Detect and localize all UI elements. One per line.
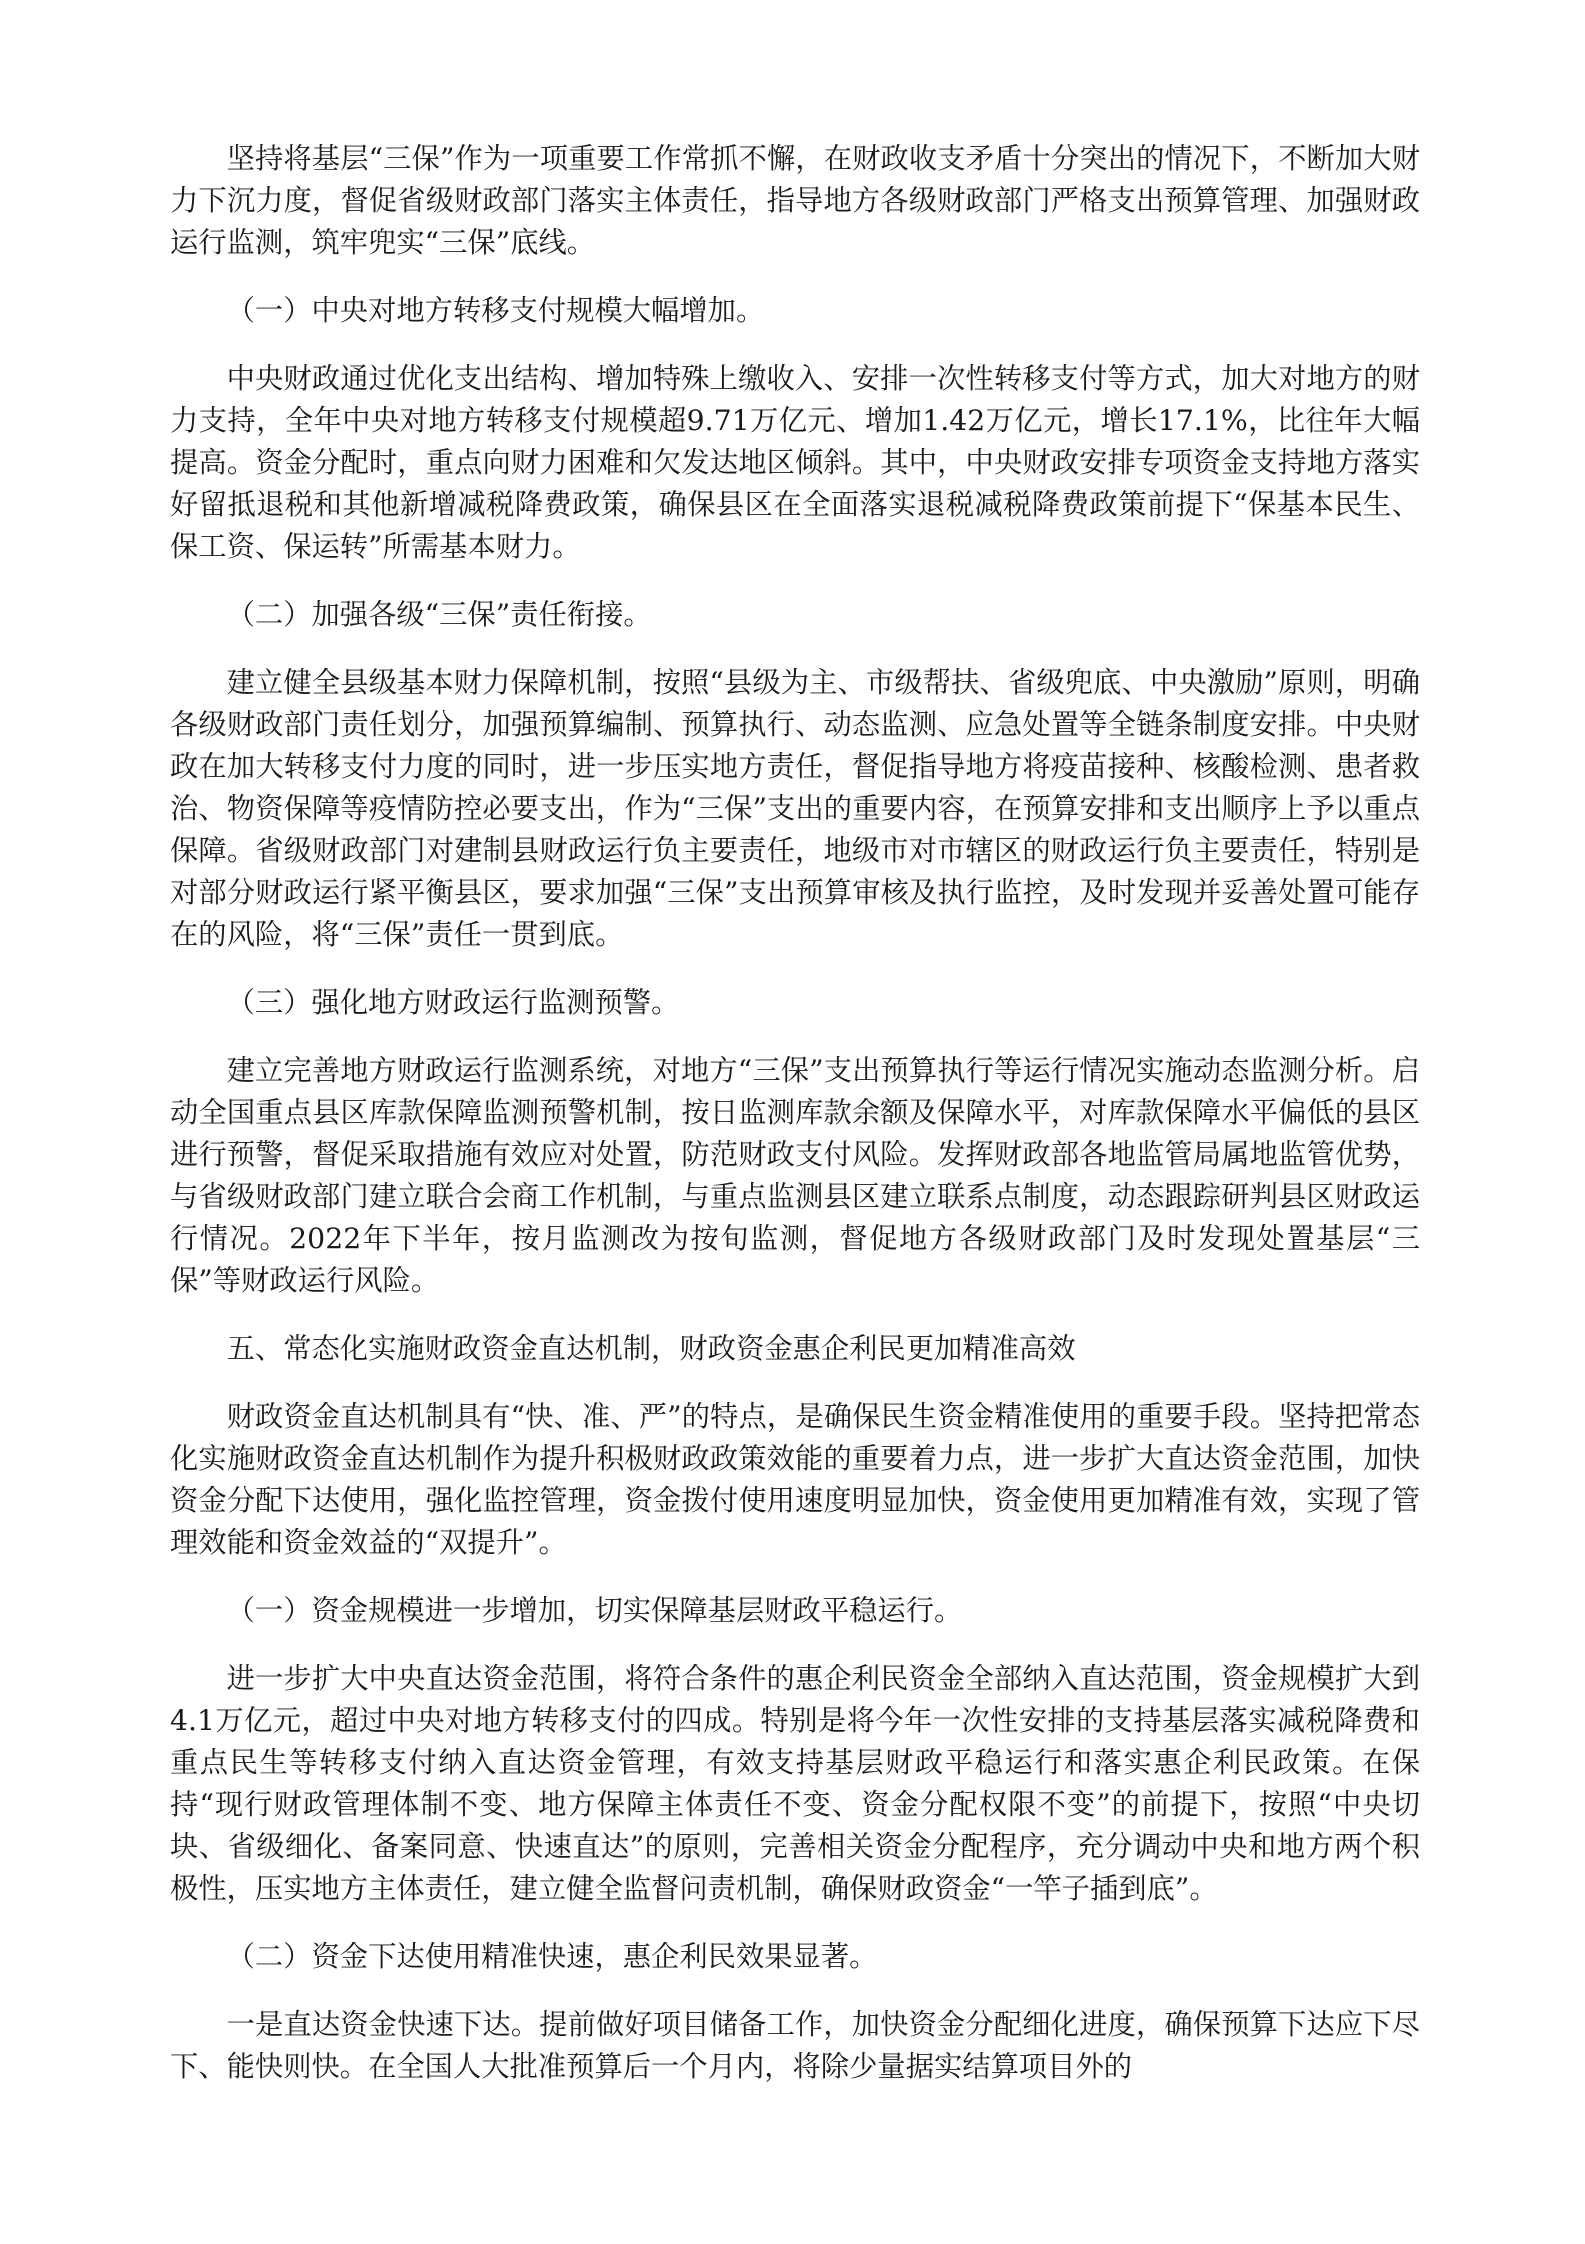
section-heading-fund-usage: （二）资金下达使用精准快速，惠企利民效果显著。 xyxy=(226,1940,878,1973)
section-heading-fund-scale: （一）资金规模进一步增加，切实保障基层财政平稳运行。 xyxy=(226,1594,963,1627)
paragraph-fund-scale: 进一步扩大中央直达资金范围，将符合条件的惠企利民资金全部纳入直达范围，资金规模扩大到4.1万亿元，超过中央对地方转移支付的四成。特别是将今年一次性安排的支持基层落实减税降费和重点民生等转移支付纳入直达资金管理，有效支持基层财政平稳运行和落实惠企利民政策。在保持“现行财政管理体制不变、地方保障主体责任不变、资金分配权限不变”的前提下，按照“中央切块、省级细化、备案同意、快速直达”的原则，完善相关资金分配程序，充分调动中央和地方两个积极性，压实地方主体责任，建立健全监督问责机制，确保财政资金“一竿子插到底”。 xyxy=(170,1662,1420,1905)
paragraph-sanbao-intro: 坚持将基层“三保”作为一项重要工作常抓不懈，在财政收支矛盾十分突出的情况下，不断加大财力下沉力度，督促省级财政部门落实主体责任，指导地方各级财政部门严格支出预算管理、加强财政运行监测，筑牢兜实“三保”底线。 xyxy=(170,142,1420,259)
paragraph-direct-funds-intro: 财政资金直达机制具有“快、准、严”的特点，是确保民生资金精准使用的重要手段。坚持把常态化实施财政资金直达机制作为提升积极财政政策效能的重要着力点，进一步扩大直达资金范围，加快资金分配下达使用，强化监控管理，资金拨付使用速度明显加快，资金使用更加精准有效，实现了管理效能和资金效益的“双提升”。 xyxy=(170,1400,1420,1559)
chapter-heading-direct-funds: 五、常态化实施财政资金直达机制，财政资金惠企利民更加精准高效 xyxy=(226,1332,1076,1365)
paragraph-sanbao-responsibility: 建立健全县级基本财力保障机制，按照“县级为主、市级帮扶、省级兜底、中央激励”原则，明确各级财政部门责任划分，加强预算编制、预算执行、动态监测、应急处置等全链条制度安排。中央财政在加大转移支付力度的同时，进一步压实地方责任，督促指导地方将疫苗接种、核酸检测、患者救治、物资保障等疫情防控必要支出，作为“三保”支出的重要内容，在预算安排和支出顺序上予以重点保障。省级财政部门对建制县财政运行负主要责任，地级市对市辖区的财政运行负主要责任，特别是对部分财政运行紧平衡县区，要求加强“三保”支出预算审核及执行监控，及时发现并妥善处置可能存在的风险，将“三保”责任一贯到底。 xyxy=(170,666,1420,951)
section-heading-monitoring: （三）强化地方财政运行监测预警。 xyxy=(226,986,680,1019)
paragraph-monitoring: 建立完善地方财政运行监测系统，对地方“三保”支出预算执行等运行情况实施动态监测分析。启动全国重点县区库款保障监测预警机制，按日监测库款余额及保障水平，对库款保障水平偏低的县区进行预警，督促采取措施有效应对处置，防范财政支付风险。发挥财政部各地监管局属地监管优势，与省级财政部门建立联合会商工作机制，与重点监测县区建立联系点制度，动态跟踪研判县区财政运行情况。2022年下半年，按月监测改为按旬监测，督促地方各级财政部门及时发现处置基层“三保”等财政运行风险。 xyxy=(170,1054,1420,1297)
section-heading-transfer-payments: （一）中央对地方转移支付规模大幅增加。 xyxy=(226,294,765,327)
paragraph-transfer-payments: 中央财政通过优化支出结构、增加特殊上缴收入、安排一次性转移支付等方式，加大对地方的财力支持，全年中央对地方转移支付规模超9.71万亿元、增加1.42万亿元，增长17.1%，比往年大幅提高。资金分配时，重点向财力困难和欠发达地区倾斜。其中，中央财政安排专项资金支持地方落实好留抵退税和其他新增减税降费政策，确保县区在全面落实退税减税降费政策前提下“保基本民生、保工资、保运转”所需基本财力。 xyxy=(170,362,1420,563)
paragraph-fund-usage: 一是直达资金快速下达。提前做好项目储备工作，加快资金分配细化进度，确保预算下达应下尽下、能快则快。在全国人大批准预算后一个月内，将除少量据实结算项目外的 xyxy=(170,2008,1420,2083)
section-heading-sanbao-responsibility: （二）加强各级“三保”责任衔接。 xyxy=(226,598,652,631)
document-body xyxy=(170,138,1420,2114)
